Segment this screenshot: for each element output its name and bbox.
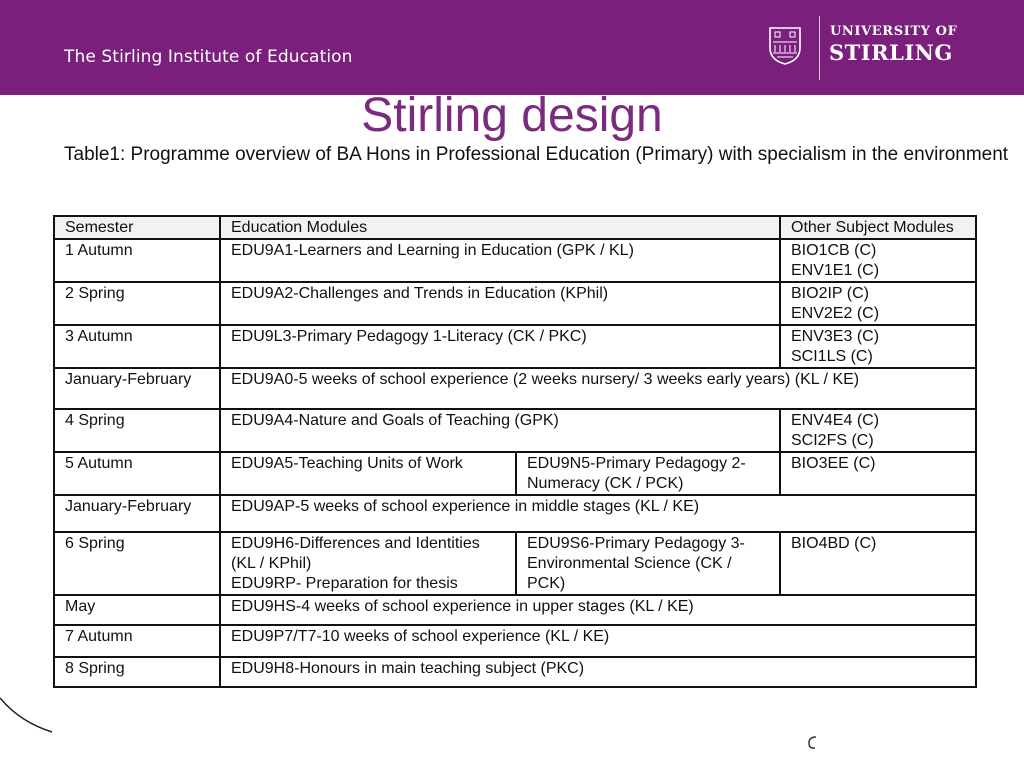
decorative-swirl-icon <box>0 670 60 740</box>
semester-cell: January-February <box>54 495 220 532</box>
education-cell: EDU9H8-Honours in main teaching subject (PKC) <box>220 657 976 687</box>
education-cell: EDU9A0-5 weeks of school experience (2 weeks nursery/ 3 weeks early years) (KL / KE) <box>220 368 976 409</box>
table-caption: Table1: Programme overview of BA Hons in Professional Education (Primary) with specialism in the environment <box>64 144 1009 165</box>
university-crest-icon <box>768 26 802 66</box>
education-cell-right: EDU9N5-Primary Pedagogy 2-Numeracy (CK / PCK) <box>516 452 780 495</box>
other-modules-cell <box>780 532 976 595</box>
header-banner <box>0 0 1024 95</box>
table-row <box>54 409 976 452</box>
education-cell: EDU9A4-Nature and Goals of Teaching (GPK) <box>220 409 780 452</box>
logo-text-university-of: UNIVERSITY OF <box>830 24 958 39</box>
other-modules-cell <box>780 325 976 368</box>
table-row <box>54 532 976 595</box>
module-code: ENV2E2 (C) <box>791 305 880 322</box>
semester-cell: 7 Autumn <box>54 625 220 657</box>
table-row <box>54 657 976 687</box>
education-cell-right: EDU9S6-Primary Pedagogy 3-Environmental Science (CK / PCK) <box>516 532 780 595</box>
semester-cell: 8 Spring <box>54 657 220 687</box>
semester-cell: 5 Autumn <box>54 452 220 495</box>
table-row <box>54 625 976 657</box>
module-code: BIO3EE (C) <box>791 455 876 472</box>
education-cell-left <box>220 532 516 595</box>
module-code: ENV4E4 (C) <box>791 412 880 429</box>
table-row <box>54 282 976 325</box>
logo-text-stirling: STIRLING <box>829 40 953 65</box>
other-modules-cell <box>780 282 976 325</box>
page-mark-icon <box>806 733 818 751</box>
module-code: BIO1CB (C) <box>791 242 877 259</box>
module-text: EDU9H6-Differences and Identities (KL / KPhil) <box>231 535 480 572</box>
other-modules-cell <box>780 239 976 282</box>
header-semester: Semester <box>54 216 220 239</box>
programme-table <box>53 215 977 688</box>
slide-title: Stirling design <box>361 89 663 142</box>
table-row <box>54 368 976 409</box>
semester-cell: May <box>54 595 220 625</box>
institute-name: The Stirling Institute of Education <box>64 47 353 67</box>
header-education-modules: Education Modules <box>220 216 780 239</box>
semester-cell: 3 Autumn <box>54 325 220 368</box>
table-row <box>54 239 976 282</box>
semester-cell: 4 Spring <box>54 409 220 452</box>
other-modules-cell <box>780 452 976 495</box>
module-code: BIO4BD (C) <box>791 535 877 552</box>
module-code: ENV3E3 (C) <box>791 328 880 345</box>
education-cell: EDU9A1-Learners and Learning in Education (GPK / KL) <box>220 239 780 282</box>
module-code: SCI1LS (C) <box>791 348 873 365</box>
header-other-modules: Other Subject Modules <box>780 216 976 239</box>
education-cell: EDU9AP-5 weeks of school experience in middle stages (KL / KE) <box>220 495 976 532</box>
table-row <box>54 595 976 625</box>
education-cell: EDU9A2-Challenges and Trends in Education (KPhil) <box>220 282 780 325</box>
other-modules-cell <box>780 409 976 452</box>
table-row <box>54 495 976 532</box>
module-code: ENV1E1 (C) <box>791 262 880 279</box>
table-header-row <box>54 216 976 239</box>
semester-cell: January-February <box>54 368 220 409</box>
module-text: EDU9RP- Preparation for thesis <box>231 575 458 592</box>
semester-cell: 1 Autumn <box>54 239 220 282</box>
education-cell: EDU9HS-4 weeks of school experience in upper stages (KL / KE) <box>220 595 976 625</box>
logo-divider <box>819 16 820 80</box>
education-cell-left: EDU9A5-Teaching Units of Work <box>220 452 516 495</box>
education-cell: EDU9P7/T7-10 weeks of school experience (KL / KE) <box>220 625 976 657</box>
module-code: BIO2IP (C) <box>791 285 869 302</box>
table-row <box>54 325 976 368</box>
education-cell: EDU9L3-Primary Pedagogy 1-Literacy (CK / PKC) <box>220 325 780 368</box>
table-row <box>54 452 976 495</box>
semester-cell: 2 Spring <box>54 282 220 325</box>
semester-cell: 6 Spring <box>54 532 220 595</box>
module-code: SCI2FS (C) <box>791 432 874 449</box>
